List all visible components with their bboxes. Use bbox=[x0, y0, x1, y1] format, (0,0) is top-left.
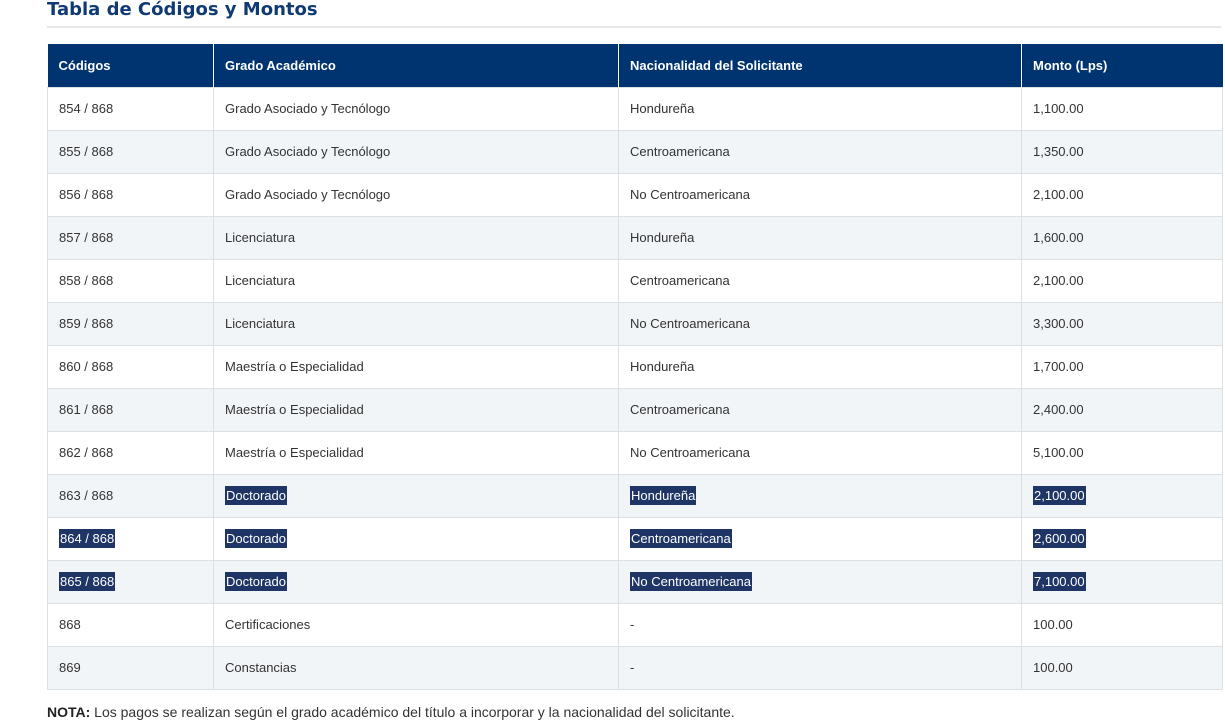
cell-nacionalidad: - bbox=[619, 646, 1022, 689]
cell-monto bbox=[1022, 517, 1223, 560]
cell-grado bbox=[214, 560, 619, 603]
table-row bbox=[48, 603, 1223, 646]
cell-monto: 3,300.00 bbox=[1022, 302, 1223, 345]
cell-codigo: 861 / 868 bbox=[48, 388, 214, 431]
cell-grado: Grado Asociado y Tecnólogo bbox=[214, 173, 619, 216]
note-body: Los pagos se realizan según el grado académico del título a incorporar y la nacionalidad del solicitante. bbox=[90, 704, 735, 720]
cell-monto: 2,400.00 bbox=[1022, 388, 1223, 431]
selected-text: No Centroamericana bbox=[631, 574, 751, 589]
cell-codigo: 863 / 868 bbox=[48, 474, 214, 517]
selected-text: 7,100.00 bbox=[1034, 574, 1085, 589]
table-row bbox=[48, 517, 1223, 560]
cell-monto: 1,350.00 bbox=[1022, 130, 1223, 173]
header-codigos: Códigos bbox=[48, 44, 214, 87]
table-row bbox=[48, 302, 1223, 345]
cell-monto bbox=[1022, 474, 1223, 517]
cell-nacionalidad: Hondureña bbox=[619, 345, 1022, 388]
cell-nacionalidad bbox=[619, 474, 1022, 517]
cell-grado: Constancias bbox=[214, 646, 619, 689]
header-grado-academico: Grado Académico bbox=[214, 44, 619, 87]
table-row bbox=[48, 388, 1223, 431]
table-row bbox=[48, 345, 1223, 388]
cell-grado bbox=[214, 517, 619, 560]
cell-grado: Licenciatura bbox=[214, 259, 619, 302]
cell-grado: Maestría o Especialidad bbox=[214, 388, 619, 431]
cell-monto: 5,100.00 bbox=[1022, 431, 1223, 474]
selected-text: Doctorado bbox=[226, 531, 286, 546]
cell-monto: 2,100.00 bbox=[1022, 173, 1223, 216]
cell-monto: 2,100.00 bbox=[1022, 259, 1223, 302]
cell-monto: 100.00 bbox=[1022, 646, 1223, 689]
cell-grado bbox=[214, 474, 619, 517]
selected-text: Hondureña bbox=[631, 488, 696, 503]
codes-table bbox=[47, 44, 1223, 690]
cell-codigo bbox=[48, 560, 214, 603]
cell-codigo: 860 / 868 bbox=[48, 345, 214, 388]
cell-nacionalidad: No Centroamericana bbox=[619, 302, 1022, 345]
cell-nacionalidad: Centroamericana bbox=[619, 130, 1022, 173]
cell-codigo: 869 bbox=[48, 646, 214, 689]
cell-codigo: 857 / 868 bbox=[48, 216, 214, 259]
cell-nacionalidad: Hondureña bbox=[619, 216, 1022, 259]
cell-codigo bbox=[48, 517, 214, 560]
cell-monto: 1,700.00 bbox=[1022, 345, 1223, 388]
selected-text: 864 / 868 bbox=[60, 531, 115, 546]
cell-nacionalidad: Centroamericana bbox=[619, 259, 1022, 302]
selected-text: 2,600.00 bbox=[1034, 531, 1085, 546]
header-nacionalidad: Nacionalidad del Solicitante bbox=[619, 44, 1022, 87]
cell-codigo: 855 / 868 bbox=[48, 130, 214, 173]
cell-grado: Maestría o Especialidad bbox=[214, 431, 619, 474]
table-row bbox=[48, 173, 1223, 216]
cell-codigo: 859 / 868 bbox=[48, 302, 214, 345]
cell-grado: Licenciatura bbox=[214, 302, 619, 345]
cell-nacionalidad bbox=[619, 560, 1022, 603]
cell-codigo: 856 / 868 bbox=[48, 173, 214, 216]
cell-codigo: 858 / 868 bbox=[48, 259, 214, 302]
selected-text: Doctorado bbox=[226, 574, 286, 589]
cell-monto bbox=[1022, 560, 1223, 603]
cell-grado: Certificaciones bbox=[214, 603, 619, 646]
table-row bbox=[48, 216, 1223, 259]
cell-nacionalidad: No Centroamericana bbox=[619, 173, 1022, 216]
table-header-row bbox=[48, 44, 1223, 87]
selected-text: 865 / 868 bbox=[60, 574, 115, 589]
selected-text: Centroamericana bbox=[631, 531, 731, 546]
page-title: Tabla de Códigos y Montos bbox=[47, 0, 318, 20]
title-divider bbox=[47, 26, 1221, 28]
table-row bbox=[48, 259, 1223, 302]
cell-grado: Grado Asociado y Tecnólogo bbox=[214, 87, 619, 130]
cell-codigo: 868 bbox=[48, 603, 214, 646]
cell-codigo: 854 / 868 bbox=[48, 87, 214, 130]
cell-grado: Maestría o Especialidad bbox=[214, 345, 619, 388]
cell-monto: 100.00 bbox=[1022, 603, 1223, 646]
header-monto: Monto (Lps) bbox=[1022, 44, 1223, 87]
note-label: NOTA: bbox=[47, 704, 91, 720]
cell-nacionalidad: - bbox=[619, 603, 1022, 646]
cell-grado: Licenciatura bbox=[214, 216, 619, 259]
cell-monto: 1,100.00 bbox=[1022, 87, 1223, 130]
cell-codigo: 862 / 868 bbox=[48, 431, 214, 474]
cell-nacionalidad: Centroamericana bbox=[619, 388, 1022, 431]
cell-nacionalidad: Hondureña bbox=[619, 87, 1022, 130]
cell-nacionalidad bbox=[619, 517, 1022, 560]
cell-monto: 1,600.00 bbox=[1022, 216, 1223, 259]
table-row bbox=[48, 646, 1223, 689]
cell-nacionalidad: No Centroamericana bbox=[619, 431, 1022, 474]
cell-grado: Grado Asociado y Tecnólogo bbox=[214, 130, 619, 173]
table-row bbox=[48, 431, 1223, 474]
table-row bbox=[48, 474, 1223, 517]
selected-text: 2,100.00 bbox=[1034, 488, 1085, 503]
note-text bbox=[47, 704, 735, 720]
table-row bbox=[48, 130, 1223, 173]
table-row bbox=[48, 560, 1223, 603]
table-row bbox=[48, 87, 1223, 130]
selected-text: Doctorado bbox=[226, 488, 286, 503]
